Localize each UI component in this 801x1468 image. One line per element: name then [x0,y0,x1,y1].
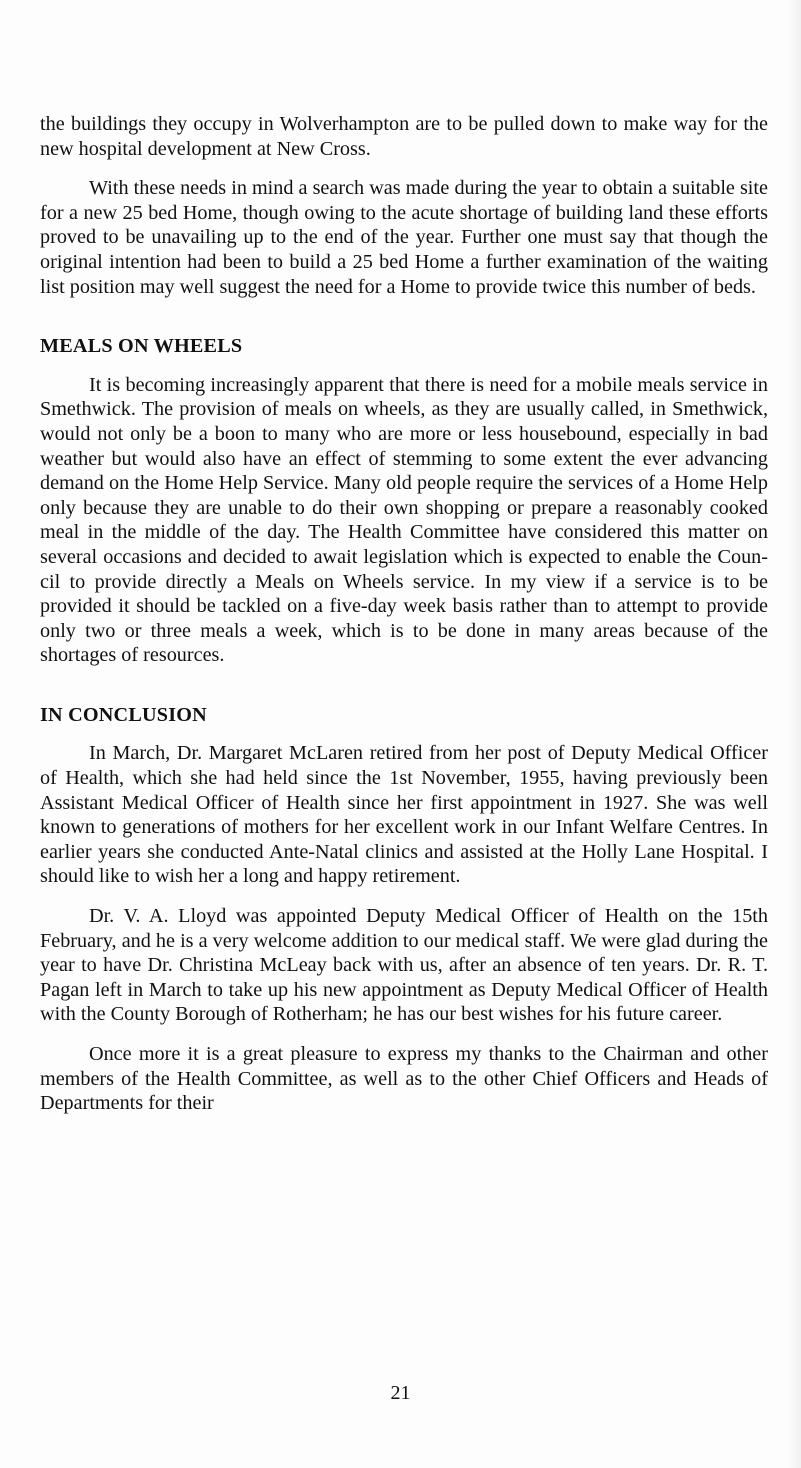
conclusion-paragraph-2: Dr. V. A. Lloyd was appointed Deputy Medical Officer of Health on the 15th February, and he is a very welcome addition to our medical staff. We were glad during the year to have Dr. Christina McLeay back with us, after an absence of ten years. Dr. R. T. Pagan left in March to take up his new appointment as Deputy Medical Officer of Health with the County Borough of Rotherham; he has our best wishes for his future career. [40,905,768,1026]
conclusion-paragraph-3: Once more it is a great pleasure to express my thanks to the Chairman and other members of the Health Committee, as well as to the other Chief Officers and Heads of Departments for their [40,1043,768,1115]
page-number: 21 [390,1382,411,1404]
text-column [40,112,768,1116]
intro-paragraph-2: With these needs in mind a search was made during the year to obtain a suitable site for a new 25 bed Home, though owing to the acute shortage of building land these efforts proved to be unavailing up to the end of the year. Further one must say that though the original intention had been to build a 25 bed Home a further examination of the waiting list position may well suggest the need for a Home to provide twice this number of beds. [40,177,768,298]
conclusion-paragraph-1: In March, Dr. Margaret McLaren retired from her post of Deputy Medical Officer of Health, which she had held since the 1st November, 1955, having previously been Assistant Medical Officer of Health since her first appointment in 1927. She was well known to generations of mothers for her excellent work in our Infant Welfare Centres. In earlier years she conducted Ante-Natal clinics and assisted at the Holly Lane Hospital. I should like to wish her a long and happy retirement. [40,742,768,888]
meals-on-wheels-paragraph: It is becoming increasingly apparent that there is need for a mobile meals service in Smethwick. The provision of meals on wheels, as they are usually called, in Smethwick, would not only be a boon to many who are more or less housebound, especially in bad weather but would also have an effect of stemming to some extent the ever advancing demand on the Home Help Service. Many old people require the services of a Home Help only because they are unable to do their own shopping or prepare a reasonably cooked meal in the middle of the day. The Health Committee have considered this matter on several occasions and decided to await legislation which is expected to enable the Council to provide directly a Meals on Wheels service. In my view if a service is to be provided it should be tackled on a five-day week basis rather than to attempt to provide only two or three meals a week, which is to be done in many areas because of the shortages of resources. [40,373,768,667]
intro-paragraph-1: the buildings they occupy in Wolverhampton are to be pulled down to make way for the new hospital development at New Cross. [40,113,768,160]
section-heading-meals-on-wheels: MEALS ON WHEELS [40,335,243,358]
section-heading-in-conclusion: IN CONCLUSION [40,703,207,726]
